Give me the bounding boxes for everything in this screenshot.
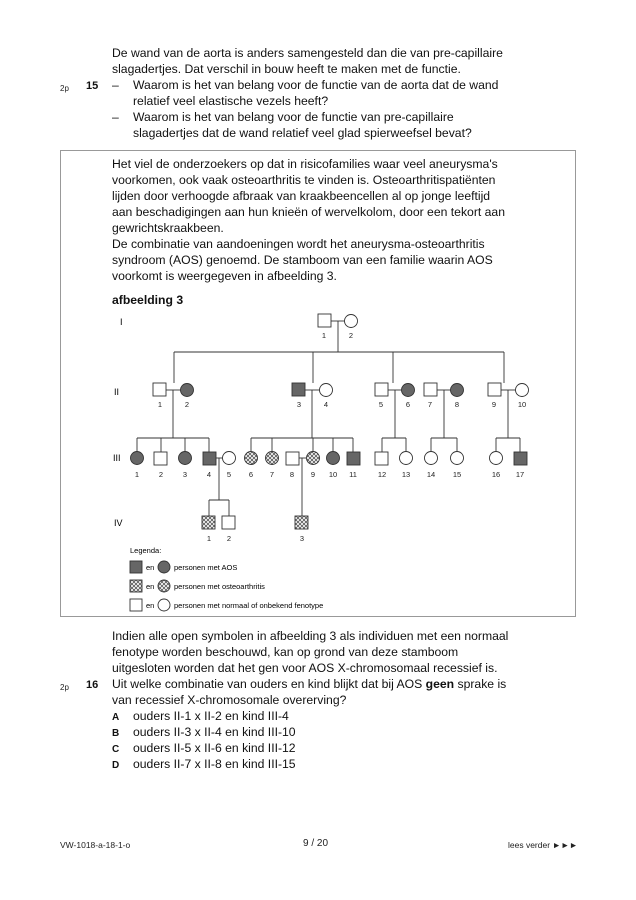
q16-stem-before: Uit welke combinatie van ouders en kind blijkt dat bij AOS xyxy=(112,677,426,691)
legend-title: Legenda: xyxy=(130,546,162,555)
person-III-15 xyxy=(451,452,464,465)
person-IV-1 xyxy=(202,516,215,529)
q15-item-1-line-2: relatief veel elastische vezels heeft? xyxy=(133,94,329,108)
label-II-9: 9 xyxy=(491,400,497,409)
person-III-8 xyxy=(286,452,299,465)
label-III-6: 6 xyxy=(248,470,254,479)
label-II-5: 5 xyxy=(378,400,384,409)
after-line-2: fenotype worden beschouwd, kan op grond van deze stamboom xyxy=(112,645,459,659)
label-III-17: 17 xyxy=(515,470,525,479)
label-III-11: 11 xyxy=(349,470,357,479)
box-line-6: De combinatie van aandoeningen wordt het aneurysma-osteoarthritis xyxy=(112,237,485,251)
box-line-3: lijden door verhoogde afbraak van kraakbeencellen al op jonge leeftijd xyxy=(112,189,491,203)
person-IV-2 xyxy=(222,516,235,529)
q16-stem-line-1 xyxy=(112,677,506,692)
legend-normal-square xyxy=(130,599,142,611)
legend-osteo-square xyxy=(130,580,142,592)
person-I-1 xyxy=(318,314,331,327)
option-c-letter: C xyxy=(112,744,120,755)
q16-stem-after: sprake is xyxy=(454,677,507,691)
label-III-5: 5 xyxy=(226,470,232,479)
option-b-letter: B xyxy=(112,728,120,739)
person-III-2 xyxy=(154,452,167,465)
label-II-8: 8 xyxy=(454,400,460,409)
gen-label-I: I xyxy=(120,317,123,327)
intro-line-2: slagadertjes. Dat verschil in bouw heeft te maken met de functie. xyxy=(112,62,461,76)
option-d-text[interactable]: ouders II-7 x II-8 en kind III-15 xyxy=(133,757,296,771)
label-II-4: 4 xyxy=(323,400,329,409)
label-I-2: 2 xyxy=(348,331,354,340)
legend-normal-en: en xyxy=(146,601,155,610)
label-III-10: 10 xyxy=(328,470,338,479)
legend-aos-circle xyxy=(158,561,170,573)
person-III-5 xyxy=(223,452,236,465)
person-III-13 xyxy=(400,452,413,465)
person-III-10 xyxy=(327,452,340,465)
q15-bullet-2: – xyxy=(112,110,119,124)
label-III-13: 13 xyxy=(401,470,411,479)
label-III-4: 4 xyxy=(206,470,212,479)
legend-osteo-en: en xyxy=(146,582,155,591)
label-III-14: 14 xyxy=(426,470,436,479)
legend-osteo-circle xyxy=(158,580,170,592)
legend-aos-text: personen met AOS xyxy=(174,563,238,572)
label-III-12: 12 xyxy=(377,470,387,479)
label-III-2: 2 xyxy=(158,470,164,479)
label-II-2: 2 xyxy=(184,400,190,409)
person-I-2 xyxy=(345,315,358,328)
option-a-letter: A xyxy=(112,712,120,723)
q15-number: 15 xyxy=(86,80,99,92)
person-II-7 xyxy=(424,383,437,396)
legend-osteo-text: personen met osteoarthritis xyxy=(174,582,265,591)
q16-number: 16 xyxy=(86,679,99,691)
person-II-9 xyxy=(488,383,501,396)
q16-stem-bold: geen xyxy=(425,677,455,691)
box-line-2: voorkomen, ook vaak osteoarthritis te vinden is. Osteoarthritispatiënten xyxy=(112,173,496,187)
person-II-6 xyxy=(402,384,415,397)
person-II-10 xyxy=(516,384,529,397)
legend-normal-text: personen met normaal of onbekend fenotype xyxy=(174,601,324,610)
q16-points: 2p xyxy=(60,683,69,692)
label-II-6: 6 xyxy=(405,400,411,409)
q15-points: 2p xyxy=(60,84,69,93)
label-IV-3: 3 xyxy=(299,534,305,543)
figure-title: afbeelding 3 xyxy=(112,293,184,307)
label-III-16: 16 xyxy=(491,470,501,479)
q15-item-2-line-1: Waarom is het van belang voor de functie van pre-capillaire xyxy=(133,110,454,124)
label-II-1: 1 xyxy=(157,400,163,409)
person-II-1 xyxy=(153,383,166,396)
person-II-2 xyxy=(181,384,194,397)
after-line-1: Indien alle open symbolen in afbeelding 3 als individuen met een normaal xyxy=(112,629,509,643)
label-III-15: 15 xyxy=(452,470,462,479)
label-IV-2: 2 xyxy=(226,534,232,543)
q15-item-2-line-2: slagadertjes dat de wand relatief veel glad spierweefsel bevat? xyxy=(133,126,472,140)
person-III-14 xyxy=(425,452,438,465)
intro-line-1: De wand van de aorta is anders samengesteld dan die van pre-capillaire xyxy=(112,46,503,60)
person-II-3 xyxy=(292,383,305,396)
person-III-7 xyxy=(266,452,279,465)
after-line-3: uitgesloten worden dat het gen voor AOS X-chromosomaal recessief is. xyxy=(112,661,498,675)
label-II-10: 10 xyxy=(517,400,527,409)
q15-item-1-line-1: Waarom is het van belang voor de functie van de aorta dat de wand xyxy=(133,78,499,92)
gen-label-II: II xyxy=(114,387,120,397)
person-II-5 xyxy=(375,383,388,396)
option-d-letter: D xyxy=(112,760,120,771)
option-c-text[interactable]: ouders II-5 x II-6 en kind III-12 xyxy=(133,741,296,755)
box-line-5: gewrichtskraakbeen. xyxy=(112,221,224,235)
person-III-4 xyxy=(203,452,216,465)
person-II-8 xyxy=(451,384,464,397)
label-III-7: 7 xyxy=(269,470,275,479)
person-IV-3 xyxy=(295,516,308,529)
person-III-1 xyxy=(131,452,144,465)
footer-page: 9 / 20 xyxy=(303,838,329,849)
person-III-9 xyxy=(307,452,320,465)
box-line-4: aan beschadigingen aan hun knieën of wervelkolom, door een tekort aan xyxy=(112,205,505,219)
option-a-text[interactable]: ouders II-1 x II-2 en kind III-4 xyxy=(133,709,289,723)
legend-aos-en: en xyxy=(146,563,155,572)
person-III-11 xyxy=(347,452,360,465)
person-II-4 xyxy=(320,384,333,397)
label-IV-1: 1 xyxy=(206,534,212,543)
box-line-1: Het viel de onderzoekers op dat in risicofamilies waar veel aneurysma's xyxy=(112,157,498,171)
person-III-17 xyxy=(514,452,527,465)
label-III-8: 8 xyxy=(289,470,295,479)
box-line-8: voorkomt is weergegeven in afbeelding 3. xyxy=(112,269,337,283)
label-I-1: 1 xyxy=(321,331,327,340)
legend-aos-square xyxy=(130,561,142,573)
label-III-1: 1 xyxy=(134,470,140,479)
q15-bullet-1: – xyxy=(112,78,119,92)
person-III-12 xyxy=(375,452,388,465)
q16-stem-line-2: van recessief X-chromosomale overerving? xyxy=(112,693,347,707)
person-III-3 xyxy=(179,452,192,465)
gen-label-IV: IV xyxy=(114,518,123,528)
label-III-3: 3 xyxy=(182,470,188,479)
box-line-7: syndroom (AOS) genoemd. De stamboom van een familie waarin AOS xyxy=(112,253,493,267)
legend-normal-circle xyxy=(158,599,170,611)
label-III-9: 9 xyxy=(310,470,316,479)
footer-code: VW-1018-a-18-1-o xyxy=(60,840,131,850)
label-II-3: 3 xyxy=(296,400,302,409)
person-III-6 xyxy=(245,452,258,465)
option-b-text[interactable]: ouders II-3 x II-4 en kind III-10 xyxy=(133,725,296,739)
person-III-16 xyxy=(490,452,503,465)
footer-next: lees verder ►►► xyxy=(508,840,578,850)
label-II-7: 7 xyxy=(427,400,433,409)
gen-label-III: III xyxy=(113,453,121,463)
